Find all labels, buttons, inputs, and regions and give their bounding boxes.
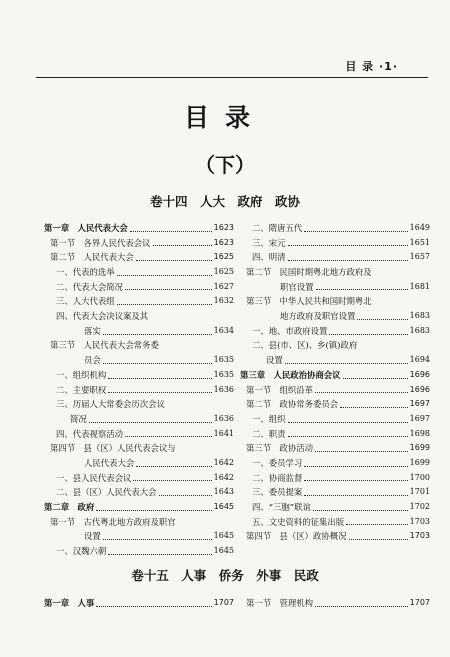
toc-leader-dots xyxy=(103,539,212,540)
toc-entry-title: 地方政府及职官设置 xyxy=(280,311,356,322)
toc-leader-dots xyxy=(315,606,408,607)
toc-entry-title: 四、“三胞”联谊 xyxy=(252,502,311,513)
toc-entry-title: 第四节 县（区）人民代表会议与 xyxy=(50,443,176,454)
toc-leader-dots xyxy=(103,363,212,364)
toc-entry-page: 1645 xyxy=(213,531,234,541)
toc-entry-title: 四、代表大会决议案及其 xyxy=(56,311,149,322)
toc-entry-title: 二、代表大会简况 xyxy=(56,281,123,292)
toc-entry xyxy=(240,309,430,324)
toc-leader-dots xyxy=(357,319,407,320)
volume-label: （下） xyxy=(195,153,255,177)
toc-leader-dots xyxy=(304,466,407,467)
toc-entry-title: 第二节 民国时期粤北地方政府及 xyxy=(246,267,372,278)
toc-entry xyxy=(44,383,234,398)
toc-leader-dots xyxy=(304,480,407,481)
toc-entry-title: 一、县人民代表会议 xyxy=(56,472,132,483)
toc-entry xyxy=(44,397,234,412)
toc-entry-title: 三、宋元 xyxy=(252,237,286,248)
toc-entry-title: 二、协商监督 xyxy=(252,472,303,483)
toc-entry xyxy=(44,471,234,486)
toc-leader-dots xyxy=(89,422,212,423)
toc-entry-page: 1697 xyxy=(409,413,430,423)
toc-entry-title: 第一章 人民代表大会 xyxy=(44,222,128,233)
toc-entry-title: 第一节 管理机构 xyxy=(246,597,313,608)
toc-entry-title: 第二节 政协常务委员会 xyxy=(246,399,339,410)
toc-leader-dots xyxy=(108,554,211,555)
toc-entry xyxy=(44,596,234,611)
toc-leader-dots xyxy=(136,466,211,467)
toc-entry-page: 1696 xyxy=(409,384,430,394)
toc-leader-dots xyxy=(125,289,212,290)
toc-entry-page: 1641 xyxy=(213,428,234,438)
toc-leader-dots xyxy=(108,378,211,379)
toc-entry-title: 五、文史资料的征集出版 xyxy=(252,516,345,527)
toc-entry-title: 第一节 古代粤北地方政府及职官 xyxy=(50,516,176,527)
toc-entry-title: 三、人大代表组 xyxy=(56,296,115,307)
toc-entry-page: 1694 xyxy=(409,355,430,365)
toc-entry-title: 设置 xyxy=(266,355,283,366)
toc-entry-page: 1625 xyxy=(213,252,234,262)
header-rule xyxy=(36,77,428,78)
toc-entry-title: 一、组织机构 xyxy=(56,369,107,380)
toc-entry xyxy=(240,294,430,309)
juan14-left-column xyxy=(44,221,234,559)
toc-entry-page: 1696 xyxy=(409,369,430,379)
toc-leader-dots xyxy=(96,510,211,511)
toc-leader-dots xyxy=(96,606,211,607)
toc-entry xyxy=(240,236,430,251)
toc-entry-title: 一、代表的选举 xyxy=(56,267,115,278)
toc-entry xyxy=(240,412,430,427)
toc-entry xyxy=(240,515,430,530)
toc-entry-page: 1636 xyxy=(213,384,234,394)
toc-entry xyxy=(44,265,234,280)
toc-entry xyxy=(44,427,234,442)
toc-entry-title: 职官设置 xyxy=(280,281,314,292)
toc-entry xyxy=(44,368,234,383)
toc-entry-title: 第二节 人民代表大会 xyxy=(50,252,134,263)
toc-leader-dots xyxy=(288,422,408,423)
toc-entry xyxy=(44,515,234,530)
juan15-heading: 卷十五 人事 侨务 外事 民政 xyxy=(131,568,319,583)
toc-entry-page: 1649 xyxy=(409,222,430,232)
toc-entry-page: 1642 xyxy=(213,472,234,482)
toc-entry xyxy=(240,596,430,611)
toc-leader-dots xyxy=(125,436,212,437)
toc-entry-title: 二、职责 xyxy=(252,428,286,439)
toc-entry xyxy=(240,221,430,236)
toc-leader-dots xyxy=(349,539,408,540)
toc-entry-page: 1635 xyxy=(213,355,234,365)
toc-entry-page: 1625 xyxy=(213,267,234,277)
toc-entry-page: 1697 xyxy=(409,399,430,409)
toc-entry-title: 第三节 人民代表大会常务委 xyxy=(50,340,159,351)
toc-entry-page: 1627 xyxy=(213,281,234,291)
toc-leader-dots xyxy=(136,260,212,261)
toc-entry-title: 二、主要职权 xyxy=(56,384,107,395)
toc-entry-title: 第三章 人民政治协商会议 xyxy=(240,369,341,380)
toc-leader-dots xyxy=(117,275,212,276)
toc-entry xyxy=(240,397,430,412)
toc-entry-page: 1700 xyxy=(409,472,430,482)
toc-entry-page: 1645 xyxy=(213,546,234,556)
toc-entry-title: 第一节 组织沿革 xyxy=(246,384,313,395)
toc-entry-title: 三、历届人大常委会历次会议 xyxy=(56,399,165,410)
toc-entry-title: 第三节 中华人民共和国时期粤北 xyxy=(246,296,372,307)
toc-entry-title: 二、县(市、区)、乡(镇)政府 xyxy=(252,340,358,351)
toc-entry-title: 人民代表大会 xyxy=(84,457,135,468)
toc-leader-dots xyxy=(130,231,212,232)
toc-entry xyxy=(44,339,234,354)
toc-entry xyxy=(240,368,430,383)
toc-entry-title: 落实 xyxy=(84,325,101,336)
toc-entry-page: 1632 xyxy=(213,296,234,306)
toc-entry-title: 员会 xyxy=(84,355,101,366)
toc-entry xyxy=(240,339,430,354)
toc-entry xyxy=(44,324,234,339)
toc-entry-title: 三、委员提案 xyxy=(252,487,303,498)
toc-entry xyxy=(44,544,234,559)
toc-entry xyxy=(44,353,234,368)
toc-entry-title: 第二章 政府 xyxy=(44,502,95,513)
toc-entry xyxy=(240,265,430,280)
toc-entry-title: 第四节 县（区）政协概况 xyxy=(246,531,347,542)
toc-entry-page: 1651 xyxy=(409,237,430,247)
toc-leader-dots xyxy=(346,524,408,525)
toc-entry xyxy=(44,412,234,427)
toc-entry-page: 1703 xyxy=(409,516,430,526)
toc-entry xyxy=(44,236,234,251)
juan15-left-column xyxy=(44,596,234,611)
toc-entry xyxy=(240,485,430,500)
toc-entry-page: 1702 xyxy=(409,502,430,512)
toc-entry xyxy=(240,383,430,398)
toc-entry xyxy=(44,309,234,324)
toc-entry-title: 第三节 政协活动 xyxy=(246,443,313,454)
juan14-heading: 卷十四 人大 政府 政协 xyxy=(149,194,300,209)
toc-entry-title: 一、汉魏六朝 xyxy=(56,546,107,557)
toc-entry-title: 四、代表视察活动 xyxy=(56,428,123,439)
toc-entry-page: 1699 xyxy=(409,457,430,467)
toc-leader-dots xyxy=(340,407,408,408)
juan15-right-column xyxy=(240,596,430,611)
toc-leader-dots xyxy=(108,392,211,393)
toc-entry-page: 1707 xyxy=(213,597,234,607)
toc-entry-page: 1703 xyxy=(409,531,430,541)
toc-leader-dots xyxy=(285,363,408,364)
toc-entry xyxy=(44,500,234,515)
toc-entry-title: 一、地、市政府设置 xyxy=(252,325,328,336)
toc-leader-dots xyxy=(315,392,408,393)
toc-entry-title: 简况 xyxy=(70,413,87,424)
toc-entry xyxy=(44,294,234,309)
toc-entry xyxy=(240,353,430,368)
toc-entry xyxy=(240,250,430,265)
toc-entry xyxy=(44,280,234,295)
toc-entry xyxy=(240,427,430,442)
toc-leader-dots xyxy=(159,495,212,496)
toc-leader-dots xyxy=(313,510,408,511)
toc-entry-page: 1636 xyxy=(213,413,234,423)
toc-entry-title: 设置 xyxy=(84,531,101,542)
toc-entry xyxy=(44,221,234,236)
toc-entry-page: 1681 xyxy=(409,281,430,291)
toc-entry-page: 1683 xyxy=(409,311,430,321)
toc-leader-dots xyxy=(288,245,408,246)
toc-entry-page: 1698 xyxy=(409,428,430,438)
toc-entry xyxy=(240,441,430,456)
toc-entry xyxy=(44,456,234,471)
toc-entry-title: 一、组织 xyxy=(252,413,286,424)
toc-entry xyxy=(44,250,234,265)
toc-leader-dots xyxy=(343,378,408,379)
toc-entry-page: 1623 xyxy=(213,222,234,232)
toc-entry-title: 一、委员学习 xyxy=(252,457,303,468)
toc-leader-dots xyxy=(329,334,407,335)
toc-leader-dots xyxy=(315,451,408,452)
toc-leader-dots xyxy=(103,334,212,335)
toc-entry-title: 第一节 各界人民代表会议 xyxy=(50,237,151,248)
toc-entry-page: 1707 xyxy=(409,597,430,607)
toc-entry-page: 1623 xyxy=(213,237,234,247)
toc-entry-page: 1634 xyxy=(213,325,234,335)
toc-entry-title: 二、隋唐五代 xyxy=(252,222,303,233)
toc-entry-page: 1643 xyxy=(213,487,234,497)
toc-entry xyxy=(240,471,430,486)
toc-entry-page: 1642 xyxy=(213,457,234,467)
toc-entry-page: 1635 xyxy=(213,369,234,379)
toc-entry-page: 1645 xyxy=(213,502,234,512)
toc-leader-dots xyxy=(288,260,408,261)
juan14-right-column xyxy=(240,221,430,544)
toc-entry xyxy=(240,280,430,295)
toc-entry xyxy=(240,324,430,339)
toc-leader-dots xyxy=(304,495,407,496)
toc-entry-page: 1699 xyxy=(409,443,430,453)
toc-entry xyxy=(240,529,430,544)
toc-leader-dots xyxy=(304,231,407,232)
toc-entry xyxy=(44,485,234,500)
toc-leader-dots xyxy=(117,304,212,305)
toc-entry-page: 1701 xyxy=(409,487,430,497)
toc-leader-dots xyxy=(316,289,408,290)
toc-entry xyxy=(240,456,430,471)
toc-leader-dots xyxy=(133,480,211,481)
toc-entry xyxy=(240,500,430,515)
toc-entry-page: 1657 xyxy=(409,252,430,262)
running-header: 目 录 ·1· xyxy=(345,60,398,73)
toc-leader-dots xyxy=(153,245,212,246)
toc-entry-title: 四、明清 xyxy=(252,252,286,263)
page-title: 目录 xyxy=(183,103,266,132)
toc-entry-title: 二、县（区）人民代表大会 xyxy=(56,487,157,498)
toc-leader-dots xyxy=(288,436,408,437)
toc-entry-title: 第一章 人事 xyxy=(44,597,95,608)
toc-entry xyxy=(44,441,234,456)
toc-entry-page: 1683 xyxy=(409,325,430,335)
toc-entry xyxy=(44,529,234,544)
